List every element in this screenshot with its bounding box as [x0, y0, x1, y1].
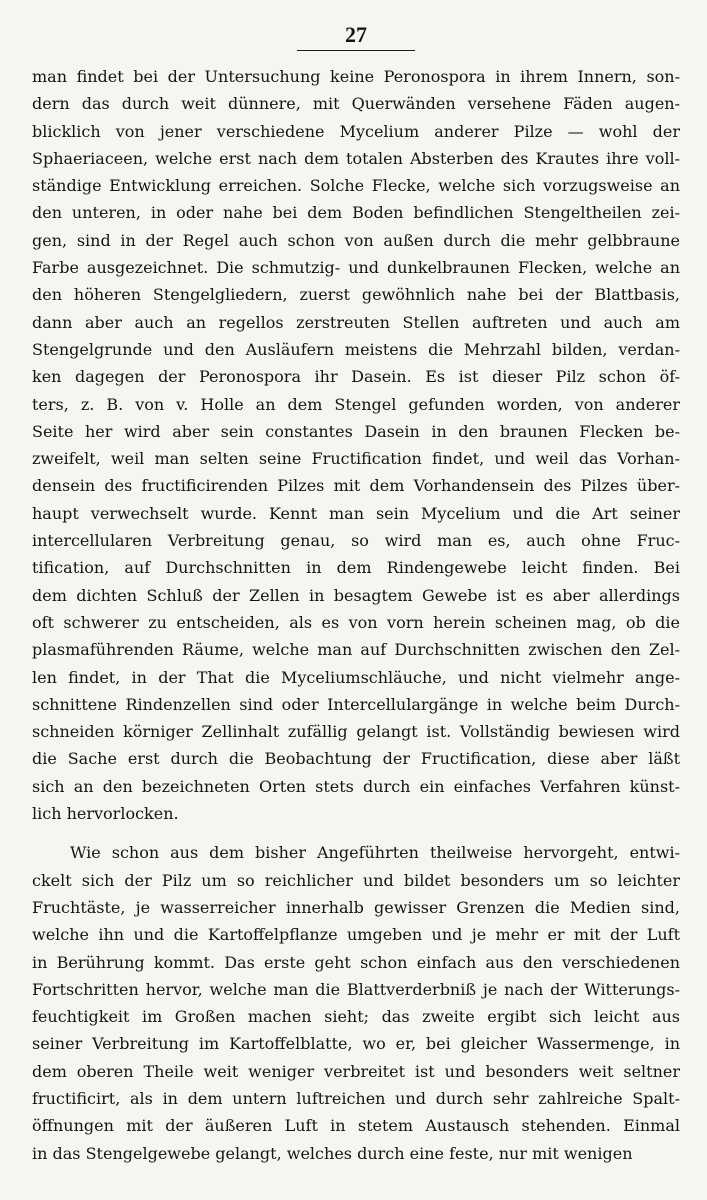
text-line: zweifelt, weil man selten seine Fructification findet, und weil das Vorhan-	[32, 449, 680, 469]
text-line: len findet, in der That die Myceliumschläuche, und nicht vielmehr ange-	[32, 667, 680, 687]
text-line: feuchtigkeit im Großen machen sieht; das zweite ergibt sich leicht aus	[32, 1007, 680, 1027]
text-line: fructificirt, als in dem untern luftreichen und durch sehr zahlreiche Spalt-	[32, 1088, 680, 1108]
text-line: ken dagegen der Peronospora ihr Dasein. Es ist dieser Pilz schon öf-	[32, 367, 680, 387]
text-line: dann aber auch an regellos zerstreuten Stellen auftreten und auch am	[32, 312, 680, 332]
text-line: dem dichten Schluß der Zellen in besagtem Gewebe ist es aber allerdings	[32, 585, 680, 605]
text-line: Fortschritten hervor, welche man die Blattverderbniß je nach der Witterungs-	[32, 979, 680, 999]
text-line: tification, auf Durchschnitten in dem Rindengewebe leicht finden. Bei	[32, 558, 680, 578]
text-line: sich an den bezeichneten Orten stets durch ein einfaches Verfahren künst-	[32, 776, 680, 796]
text-line: den höheren Stengelgliedern, zuerst gewöhnlich nahe bei der Blattbasis,	[32, 285, 680, 305]
text-line: ckelt sich der Pilz um so reichlicher und bildet besonders um so leichter	[32, 870, 680, 890]
text-line: haupt verwechselt wurde. Kennt man sein Mycelium und die Art seiner	[32, 503, 680, 523]
header-rule	[297, 50, 415, 51]
text-line: gen, sind in der Regel auch schon von außen durch die mehr gelbbraune	[32, 230, 680, 250]
text-line: Seite her wird aber sein constantes Dasein in den braunen Flecken be-	[32, 421, 680, 441]
text-line: dem oberen Theile weit weniger verbreitet ist und besonders weit seltner	[32, 1061, 680, 1081]
text-line: blicklich von jener verschiedene Mycelium anderer Pilze — wohl der	[32, 121, 680, 141]
text-line: Stengelgrunde und den Ausläufern meistens die Mehrzahl bilden, verdan-	[32, 339, 680, 359]
text-line: ters, z. B. von v. Holle an dem Stengel gefunden worden, von anderer	[32, 394, 680, 414]
text-line: öffnungen mit der äußeren Luft in stetem Austausch stehenden. Einmal	[32, 1116, 680, 1136]
text-line: in Berührung kommt. Das erste geht schon einfach aus den verschiedenen	[32, 952, 680, 972]
text-line: den unteren, in oder nahe bei dem Boden befindlichen Stengeltheilen zei-	[32, 203, 680, 223]
text-line: plasmaführenden Räume, welche man auf Durchschnitten zwischen den Zel-	[32, 640, 680, 660]
text-line: oft schwerer zu entscheiden, als es von vorn herein scheinen mag, ob die	[32, 612, 680, 632]
text-line: Farbe ausgezeichnet. Die schmutzig- und dunkelbraunen Flecken, welche an	[32, 258, 680, 278]
text-line: seiner Verbreitung im Kartoffelblatte, wo er, bei gleicher Wassermenge, in	[32, 1034, 680, 1054]
text-line: intercellularen Verbreitung genau, so wird man es, auch ohne Fruc-	[32, 531, 680, 551]
text-line: ständige Entwicklung erreichen. Solche Flecke, welche sich vorzugsweise an	[32, 176, 680, 196]
text-line: lich hervorlocken.	[32, 804, 179, 824]
book-page	[32, 22, 680, 1167]
page-number: 27	[345, 22, 367, 47]
text-line: Sphaeriaceen, welche erst nach dem totalen Absterben des Krautes ihre voll-	[32, 148, 680, 168]
text-line: schnittene Rindenzellen sind oder Intercellulargänge in welche beim Durch-	[32, 694, 680, 714]
text-line: Fruchtäste, je wasserreicher innerhalb gewisser Grenzen die Medien sind,	[32, 897, 680, 917]
text-line: densein des fructificirenden Pilzes mit dem Vorhandensein des Pilzes über-	[32, 476, 680, 496]
text-line: die Sache erst durch die Beobachtung der Fructification, diese aber läßt	[32, 749, 680, 769]
text-line: schneiden körniger Zellinhalt zufällig gelangt ist. Vollständig bewiesen wird	[32, 722, 680, 742]
text-line: welche ihn und die Kartoffelpflanze umgeben und je mehr er mit der Luft	[32, 925, 680, 945]
text-line: dern das durch weit dünnere, mit Querwänden versehene Fäden augen-	[32, 94, 680, 114]
text-line: Wie schon aus dem bisher Angeführten theilweise hervorgeht, entwi-	[70, 843, 680, 863]
body-text	[32, 63, 680, 1167]
text-line: in das Stengelgewebe gelangt, welches durch eine feste, nur mit wenigen	[32, 1143, 633, 1163]
text-line: man findet bei der Untersuchung keine Peronospora in ihrem Innern, son-	[32, 67, 680, 86]
